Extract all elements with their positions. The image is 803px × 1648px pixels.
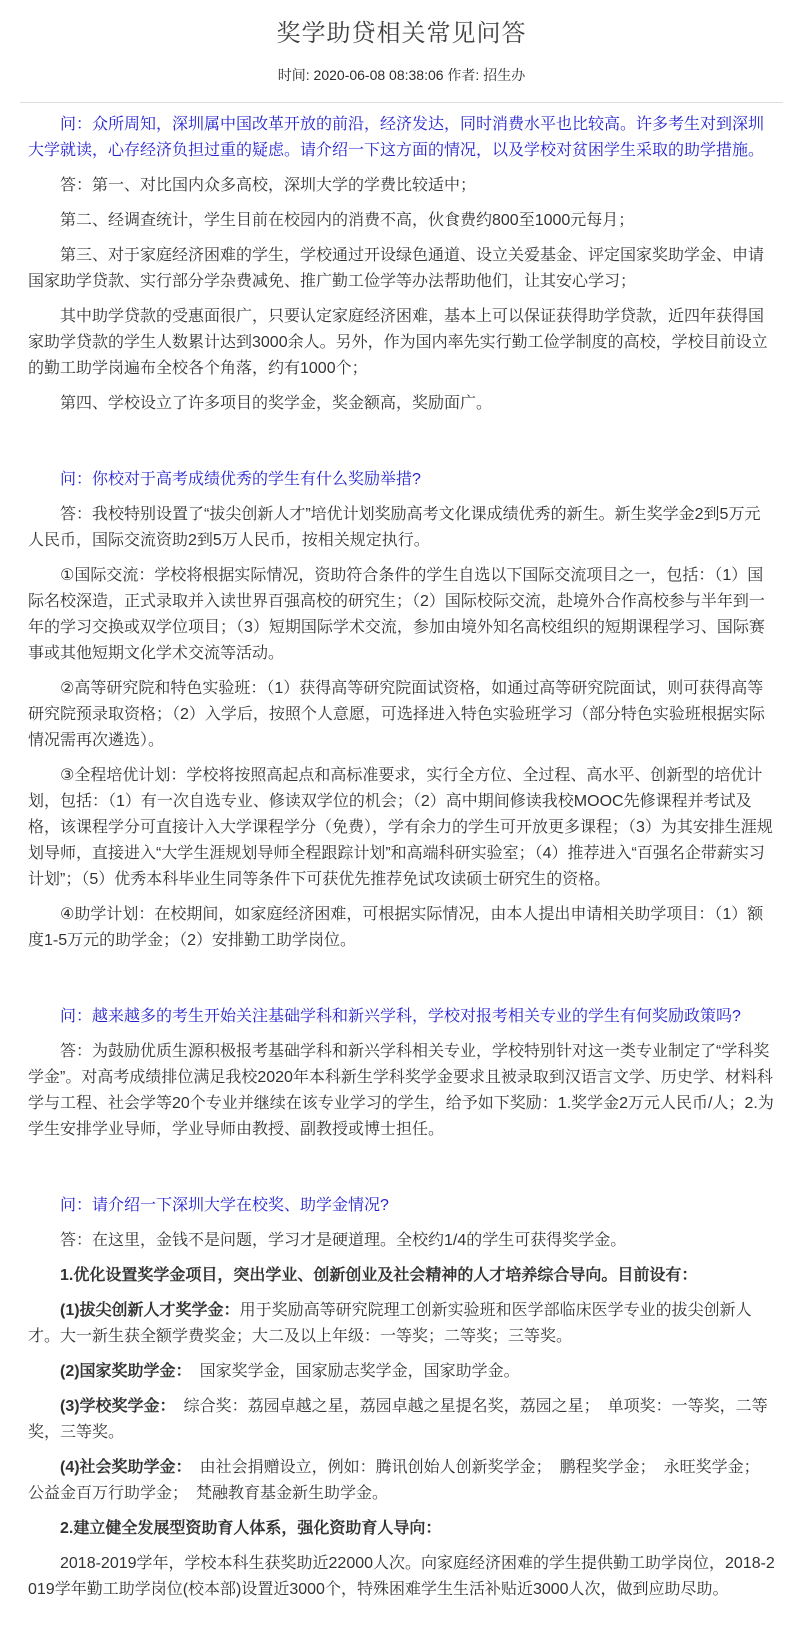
text-segment: 用于奖励高等研究院理工创新实验班和医学部临床医学专业的拔尖创新人才。大一新生获全额学费奖金；大二及以上年级：一等奖；二等奖；三等奖。 — [28, 1301, 752, 1345]
article-meta — [28, 66, 775, 84]
text-segment: 国家奖学金，国家励志奖学金，国家助学金。 — [183, 1362, 520, 1380]
meta-time-value: 2020-06-08 08:38:06 — [313, 67, 444, 84]
meta-time-label: 时间: — [277, 67, 314, 84]
answer-paragraph — [28, 1394, 775, 1446]
text-segment: (3)学校奖学金： — [60, 1397, 168, 1415]
answer-paragraph — [28, 1228, 775, 1254]
text-segment: 第四、学校设立了许多项目的奖学金，奖金额高，奖励面广。 — [60, 394, 493, 412]
answer-paragraph — [28, 1359, 775, 1385]
text-segment: ③全程培优计划：学校将按照高起点和高标准要求，实行全方位、全过程、高水平、创新型的培优计划，包括：（1）有一次自选专业、修读双学位的机会；（2）高中期间修读我校MOOC先修课程并考试及格，该课程学分可直接计入大学课程学分（免费），学有余力的学生可开放更多课程；（3）为其安排生涯规划导师，直接进入“大学生涯规划导师全程跟踪计划”和高端科研实验室；（4）推荐进入“百强名企带薪实习计划”；（5）优秀本科毕业生同等条件下可获优先推荐免试攻读硕士研究生的资格。 — [28, 766, 773, 888]
text-segment: ④助学计划：在校期间，如家庭经济困难，可根据实际情况，由本人提出申请相关助学项目：（1）额度1-5万元的助学金；（2）安排勤工助学岗位。 — [28, 905, 764, 949]
text-segment: ①国际交流：学校将根据实际情况，资助符合条件的学生自选以下国际交流项目之一，包括：（1）国际名校深造，正式录取并入读世界百强高校的研究生；（2）国际校际交流，赴境外合作高校参与半年到一年的学习交换或双学位项目；（3）短期国际学术交流，参加由境外知名高校组织的短期课程学习、国际赛事或其他短期文化学术交流等活动。 — [28, 566, 765, 662]
text-segment: (2)国家奖助学金： — [60, 1362, 184, 1380]
text-segment: 1.优化设置奖学金项目，突出学业、创新创业及社会精神的人才培养综合导向。目前设有： — [60, 1266, 698, 1284]
text-segment: 答：在这里，金钱不是问题，学习才是硬道理。全校约1/4的学生可获得奖学金。 — [60, 1231, 627, 1249]
text-segment: ②高等研究院和特色实验班：（1）获得高等研究院面试资格，如通过高等研究院面试，则可获得高等研究院预录取资格；（2）入学后，按照个人意愿，可选择进入特色实验班学习（部分特色实验班根据实际情况需再次遴选）。 — [28, 679, 765, 749]
answer-paragraph — [28, 1551, 775, 1603]
text-segment: 第三、对于家庭经济困难的学生，学校通过开设绿色通道、设立关爱基金、评定国家奖助学金、申请国家助学贷款、实行部分学杂费减免、推广勤工俭学等办法帮助他们，让其安心学习； — [28, 246, 765, 290]
answer-paragraph — [28, 676, 775, 754]
answer-paragraph — [28, 763, 775, 893]
text-segment: 其中助学贷款的受惠面很广，只要认定家庭经济困难，基本上可以保证获得助学贷款，近四年获得国家助学贷款的学生人数累计达到3000余人。另外，作为国内率先实行勤工俭学制度的高校，学校目前设立的勤工助学岗遍布全校各个角落，约有1000个； — [28, 307, 768, 377]
text-segment: 答：第一、对比国内众多高校，深圳大学的学费比较适中； — [60, 176, 477, 194]
question-paragraph — [28, 1004, 775, 1030]
article-content — [28, 112, 775, 1603]
answer-paragraph — [28, 304, 775, 382]
section-heading — [28, 1263, 775, 1289]
text-segment: 答：为鼓励优质生源积极报考基础学科和新兴学科相关专业，学校特别针对这一类专业制定了“学科奖学金”。对高考成绩排位满足我校2020年本科新生学科奖学金要求且被录取到汉语言文学、历史学、材料科学与工程、社会学等20个专业并继续在该专业学习的学生，给予如下奖励：1.奖学金2万元人民币/人；2.为学生安排学业导师，学业导师由教授、副教授或博士担任。 — [28, 1042, 774, 1138]
answer-paragraph — [28, 1039, 775, 1143]
text-segment: 由社会捐赠设立，例如：腾讯创始人创新奖学金； 鹏程奖学金； 永旺奖学金； 公益金百万行助学金； 梵融教育基金新生助学金。 — [28, 1458, 768, 1502]
text-segment: 问：你校对于高考成绩优秀的学生有什么奖励举措? — [60, 470, 421, 488]
text-segment: 综合奖：荔园卓越之星，荔园卓越之星提名奖，荔园之星； 单项奖：一等奖，二等奖，三等奖。 — [28, 1397, 768, 1441]
answer-paragraph — [28, 173, 775, 199]
text-segment: 第二、经调查统计，学生目前在校园内的消费不高，伙食费约800至1000元每月； — [60, 211, 635, 229]
text-segment: (4)社会奖助学金： — [60, 1458, 184, 1476]
text-segment: 2.建立健全发展型资助育人体系，强化资助育人导向： — [60, 1519, 442, 1537]
answer-paragraph — [28, 902, 775, 954]
answer-paragraph — [28, 208, 775, 234]
text-segment: 问：请介绍一下深圳大学在校奖、助学金情况? — [60, 1196, 389, 1214]
answer-paragraph — [28, 1298, 775, 1350]
section-heading — [28, 1516, 775, 1542]
answer-paragraph — [28, 1455, 775, 1507]
text-segment: 问：众所周知，深圳属中国改革开放的前沿，经济发达，同时消费水平也比较高。许多考生对到深圳大学就读，心存经济负担过重的疑虑。请介绍一下这方面的情况，以及学校对贫困学生采取的助学措施。 — [28, 115, 765, 159]
text-segment: (1)拔尖创新人才奖学金： — [60, 1301, 240, 1319]
text-segment: 2018-2019学年，学校本科生获奖助近22000人次。向家庭经济困难的学生提供勤工助学岗位，2018-2019学年勤工助学岗位(校本部)设置近3000个，特殊困难学生生活补贴近3000人次，做到应助尽助。 — [28, 1554, 775, 1598]
meta-author-value: 招生办 — [483, 67, 526, 84]
text-segment: 问：越来越多的考生开始关注基础学科和新兴学科，学校对报考相关专业的学生有何奖励政策吗? — [60, 1007, 741, 1025]
page-title: 奖学助贷相关常见问答 — [276, 20, 527, 47]
answer-paragraph — [28, 391, 775, 417]
divider — [20, 102, 783, 103]
meta-author-label: 作者: — [443, 67, 484, 84]
question-paragraph — [28, 1193, 775, 1219]
question-paragraph — [28, 467, 775, 493]
text-segment: 答：我校特别设置了“拔尖创新人才”培优计划奖励高考文化课成绩优秀的新生。新生奖学金2到5万元人民币，国际交流资助2到5万人民币，按相关规定执行。 — [28, 505, 761, 549]
answer-paragraph — [28, 243, 775, 295]
answer-paragraph — [28, 502, 775, 554]
question-paragraph — [28, 112, 775, 164]
answer-paragraph — [28, 563, 775, 667]
